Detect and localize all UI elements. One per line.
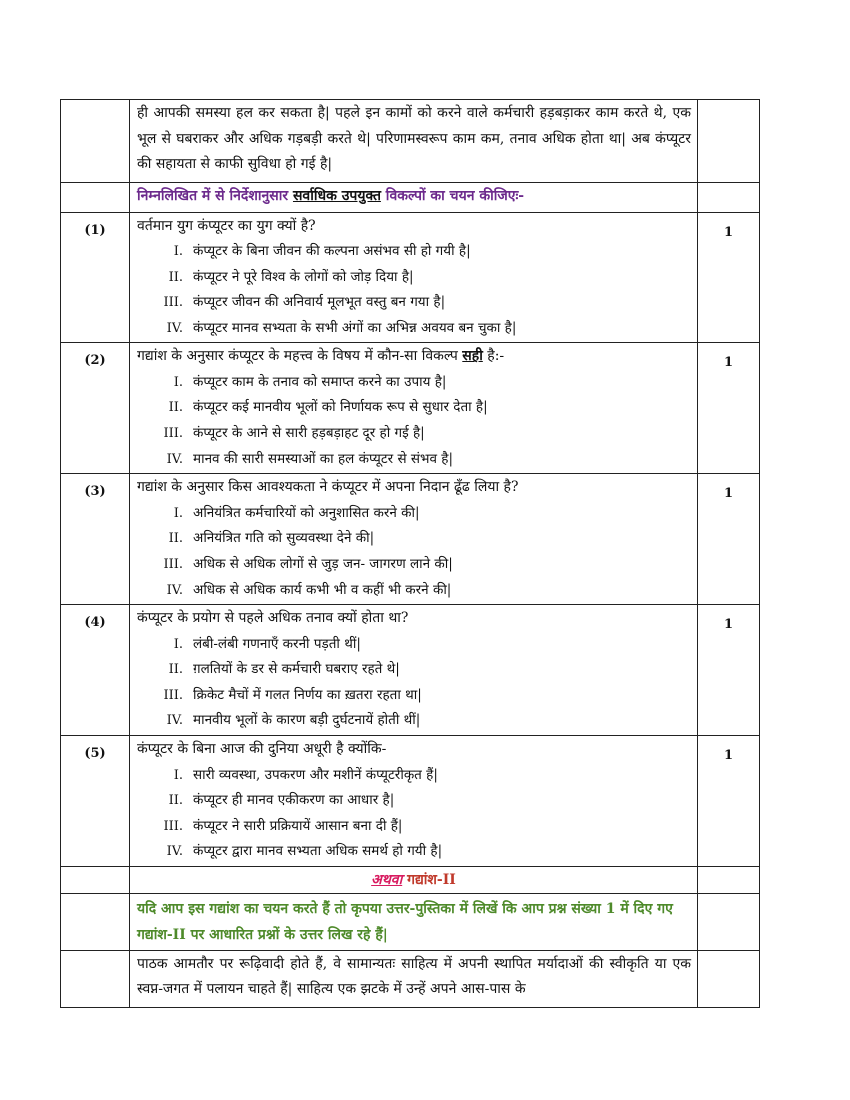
passage2-row (61, 950, 760, 1007)
empty-cell (61, 866, 130, 893)
option-text: अधिक से अधिक लोगों से जुड़ जन- जागरण लाने की| (193, 555, 453, 572)
option-numeral: II. (168, 662, 183, 678)
marks-cell: 1 (698, 736, 760, 867)
passage-choice-note: यदि आप इस गद्यांश का चयन करते हैं तो कृपया उत्तर-पुस्तिका में लिखें कि आप प्रश्न संख्या 1 में दिए गए गद्यांश-II पर आधारित प्रश्नों के उत्तर लिख रहे हैं| (130, 893, 698, 950)
option-numeral: III. (163, 818, 183, 834)
question-body (130, 212, 698, 343)
option-item (137, 552, 690, 578)
option-text: कंप्यूटर द्वारा मानव सभ्यता अधिक समर्थ हो गयी है| (193, 843, 443, 860)
passage-label: गद्यांश-II (402, 871, 456, 888)
empty-cell (698, 893, 760, 950)
question-row-5 (61, 736, 760, 867)
instruction-part: निम्नलिखित में से निर्देशानुसार (137, 187, 293, 204)
option-numeral: II. (168, 531, 183, 547)
option-numeral: IV. (166, 451, 183, 467)
option-item (137, 421, 690, 447)
question-text (137, 344, 690, 370)
intro-row (61, 100, 760, 183)
empty-cell (61, 893, 130, 950)
option-numeral: III. (163, 556, 183, 572)
question-body (130, 736, 698, 867)
option-text: लंबी-लंबी गणनाएँ करनी पड़ती थीं| (193, 635, 361, 652)
marks-cell: 1 (698, 343, 760, 474)
option-numeral: IV. (166, 713, 183, 729)
option-text: अधिक से अधिक कार्य कभी भी व कहीं भी करने की| (193, 581, 452, 598)
passage-2-text: पाठक आमतौर पर रूढ़िवादी होते हैं, वे सामान्यतः साहित्य में अपनी स्थापित मर्यादाओं की स्वीकृति या एक स्वप्न-जगत में पलायन चाहते हैं| साहित्य एक झटके में उन्हें अपने आस-पास के (130, 950, 698, 1007)
option-item (137, 708, 690, 734)
marks-cell: 1 (698, 474, 760, 605)
option-text: कंप्यूटर ने पूरे विश्व के लोगों को जोड़ दिया है| (193, 268, 414, 285)
option-text: मानवीय भूलों के कारण बड़ी दुर्घटनायें होती थीं| (193, 712, 421, 729)
option-numeral: II. (168, 793, 183, 809)
option-item (137, 239, 690, 265)
option-numeral: I. (173, 374, 183, 390)
option-item (137, 526, 690, 552)
instruction-row (61, 182, 760, 212)
option-item (137, 370, 690, 396)
question-body (130, 605, 698, 736)
question-text-part: है:- (482, 348, 505, 365)
or-heading (130, 866, 698, 893)
option-numeral: III. (163, 426, 183, 442)
option-text: कंप्यूटर के आने से सारी हड़बड़ाहट दूर हो गई है| (193, 425, 425, 442)
empty-cell (61, 182, 130, 212)
option-numeral: I. (173, 244, 183, 259)
option-item (137, 578, 690, 604)
option-item (137, 290, 690, 316)
option-numeral: II. (168, 269, 183, 285)
question-emphasis: सही (462, 348, 483, 365)
option-numeral: III. (163, 295, 183, 311)
option-list (137, 370, 690, 473)
option-text: कंप्यूटर ने सारी प्रक्रियायें आसान बना दी हैं| (193, 817, 403, 834)
question-body (130, 343, 698, 474)
question-row-3 (61, 474, 760, 605)
marks-cell: 1 (698, 605, 760, 736)
question-number: (3) (61, 474, 130, 605)
option-text: कंप्यूटर काम के तनाव को समाप्त करने का उपाय है| (193, 373, 447, 390)
question-number: (2) (61, 343, 130, 474)
option-list (137, 632, 690, 735)
question-text-part: गद्यांश के अनुसार कंप्यूटर के महत्त्व के विषय में कौन-सा विकल्प (137, 348, 463, 365)
empty-cell (61, 950, 130, 1007)
empty-cell (698, 100, 760, 183)
option-numeral: I. (173, 505, 183, 521)
passage-continuation: ही आपकी समस्या हल कर सकता है| पहले इन कामों को करने वाले कर्मचारी हड़बड़ाकर काम करते थे, एक भूल से घबराकर और अधिक गड़बड़ी करते थे| परिणामस्वरूप काम कम, तनाव अधिक होता था| अब कंप्यूटर की सहायता से काफी सुविधा हो गई है| (130, 100, 698, 183)
option-text: क्रिकेट मैचों में गलत निर्णय का ख़तरा रहता था| (193, 686, 422, 703)
empty-cell (61, 100, 130, 183)
or-word: अथवा (371, 871, 403, 888)
option-list (137, 763, 690, 866)
question-number: (1) (61, 212, 130, 343)
question-body (130, 474, 698, 605)
option-list (137, 501, 690, 604)
option-text: कंप्यूटर ही मानव एकीकरण का आधार है| (193, 792, 395, 809)
option-item (137, 763, 690, 789)
option-text: कंप्यूटर कई मानवीय भूलों को निर्णायक रूप से सुधार देता है| (193, 399, 488, 416)
instruction-emphasis: सर्वाधिक उपयुक्त (292, 187, 381, 204)
option-text: मानव की सारी समस्याओं का हल कंप्यूटर से संभव है| (193, 450, 454, 467)
option-item (137, 632, 690, 658)
or-heading-row (61, 866, 760, 893)
option-list (137, 239, 690, 342)
option-text: कंप्यूटर के बिना जीवन की कल्पना असंभव सी हो गयी है| (193, 243, 471, 259)
instruction-text (130, 182, 698, 212)
option-text: ग़लतियों के डर से कर्मचारी घबराए रहते थे| (193, 661, 400, 678)
question-row-2 (61, 343, 760, 474)
option-text: अनियंत्रित गति को सुव्यवस्था देने की| (193, 530, 375, 547)
question-table (60, 99, 760, 1008)
empty-cell (698, 866, 760, 893)
question-row-4 (61, 605, 760, 736)
option-item (137, 788, 690, 814)
option-numeral: III. (163, 687, 183, 703)
option-text: कंप्यूटर मानव सभ्यता के सभी अंगों का अभिन्न अवयव बन चुका है| (193, 319, 517, 336)
option-numeral: IV. (166, 582, 183, 598)
empty-cell (698, 950, 760, 1007)
option-numeral: IV. (166, 320, 183, 336)
option-text: अनियंत्रित कर्मचारियों को अनुशासित करने की| (193, 504, 420, 521)
option-item (137, 265, 690, 291)
option-numeral: IV. (166, 844, 183, 860)
note-row (61, 893, 760, 950)
question-row-1 (61, 212, 760, 343)
question-number: (5) (61, 736, 130, 867)
option-item (137, 657, 690, 683)
option-item (137, 447, 690, 473)
option-item (137, 316, 690, 342)
empty-cell (698, 182, 760, 212)
instruction-part: विकल्पों का चयन कीजिएः- (380, 187, 525, 204)
option-numeral: I. (173, 767, 183, 783)
option-item (137, 814, 690, 840)
option-item (137, 395, 690, 421)
question-text: गद्यांश के अनुसार किस आवश्यकता ने कंप्यूटर में अपना निदान ढूँढ लिया है? (137, 479, 519, 496)
option-text: कंप्यूटर जीवन की अनिवार्य मूलभूत वस्तु बन गया है| (193, 294, 446, 311)
option-item (137, 501, 690, 527)
option-item (137, 683, 690, 709)
question-text: कंप्यूटर के प्रयोग से पहले अधिक तनाव क्यों होता था? (137, 610, 409, 627)
option-numeral: I. (173, 636, 183, 652)
option-item (137, 839, 690, 865)
question-number: (4) (61, 605, 130, 736)
question-text: वर्तमान युग कंप्यूटर का युग क्यों है? (137, 217, 316, 234)
option-numeral: II. (168, 400, 183, 416)
option-text: सारी व्यवस्था, उपकरण और मशीनें कंप्यूटरीकृत हैं| (193, 766, 438, 783)
question-text: कंप्यूटर के बिना आज की दुनिया अधूरी है क्योंकि- (137, 741, 387, 757)
marks-cell: 1 (698, 212, 760, 343)
